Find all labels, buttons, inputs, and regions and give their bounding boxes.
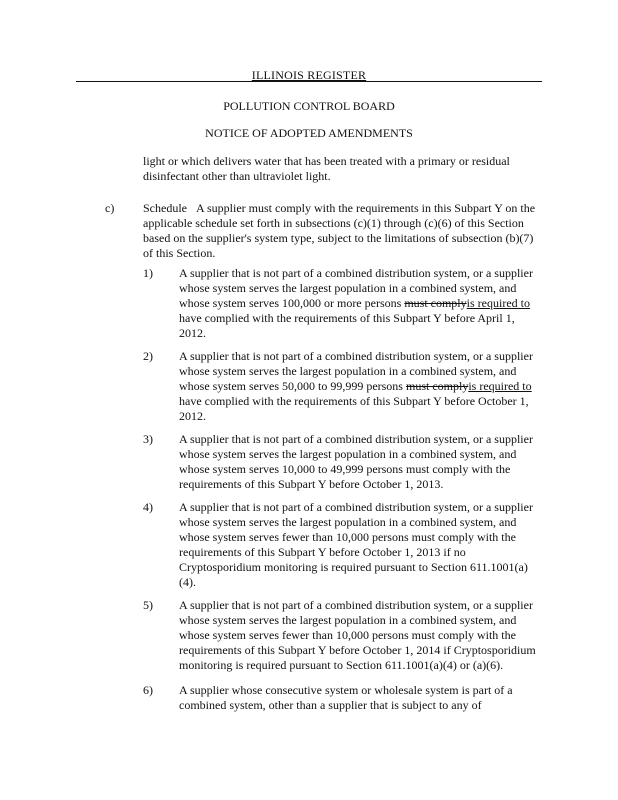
item-text: A supplier that is not part of a combined distribution system, or a supplier whose system serves the largest population in a combined system, and whose system serves 10,000 to 49,999 persons must comply with the requirements of this Subpart Y before October 1, 2013. (179, 432, 533, 491)
inserted-text: is required to (466, 296, 530, 310)
section-heading: Schedule (143, 201, 187, 215)
section-text: A supplier must comply with the requirements in this Subpart Y on the applicable schedule set forth in subsections (c)(1) through (c)(6) of this Section based on the supplier's system type, subject to the limitations of subsection (b)(7) of this Section. (143, 201, 536, 260)
continuation-paragraph: light or which delivers water that has been treated with a primary or residual disinfectant other than ultraviolet light. (143, 154, 510, 183)
item-number: 2) (143, 349, 153, 363)
item-text: A supplier that is not part of a combined distribution system, or a supplier whose system serves the largest population in a combined system, and whose system serves fewer than 10,000 persons must comply with the requirements of this Subpart Y before October 1, 2014 if Cryptosporidium monitoring is required pursuant to Section 611.1001(a)(4) or (a)(6). (179, 598, 536, 672)
item-number: 4) (143, 500, 153, 514)
item-number: 5) (143, 598, 153, 612)
struck-text: must comply (404, 296, 467, 310)
item-number: 3) (143, 432, 153, 446)
item-text: A supplier that is not part of a combined distribution system, or a supplier whose system serves the largest population in a combined system, and whose system serves 100,000 or more persons must complyis required to have complied with the requirements of this Subpart Y before April 1, 2012. (179, 266, 533, 340)
item-text: A supplier that is not part of a combined distribution system, or a supplier whose system serves the largest population in a combined system, and whose system serves fewer than 10,000 persons must comply with the requirements of this Subpart Y before October 1, 2013 if no Cryptosporidium monitoring is required pursuant to Section 611.1001(a)(4). (179, 500, 533, 589)
struck-text: must comply (405, 379, 469, 393)
item-number: 6) (143, 683, 153, 697)
section-paragraph (143, 201, 543, 261)
register-title: ILLINOIS REGISTER (251, 68, 367, 82)
notice-title: NOTICE OF ADOPTED AMENDMENTS (205, 126, 413, 140)
item-text: A supplier whose consecutive system or wholesale system is part of a combined system, other than a supplier that is subject to any of (179, 683, 513, 712)
inserted-text: is required to (468, 379, 532, 393)
item-number: 1) (143, 266, 153, 280)
header-rule (76, 81, 542, 82)
item-text: A supplier that is not part of a combined distribution system, or a supplier whose system serves the largest population in a combined system, and whose system serves 50,000 to 99,999 persons must complyis required to have complied with the requirements of this Subpart Y before October 1, 2012. (179, 349, 533, 423)
section-label: c) (105, 201, 115, 215)
board-name: POLLUTION CONTROL BOARD (223, 99, 395, 113)
